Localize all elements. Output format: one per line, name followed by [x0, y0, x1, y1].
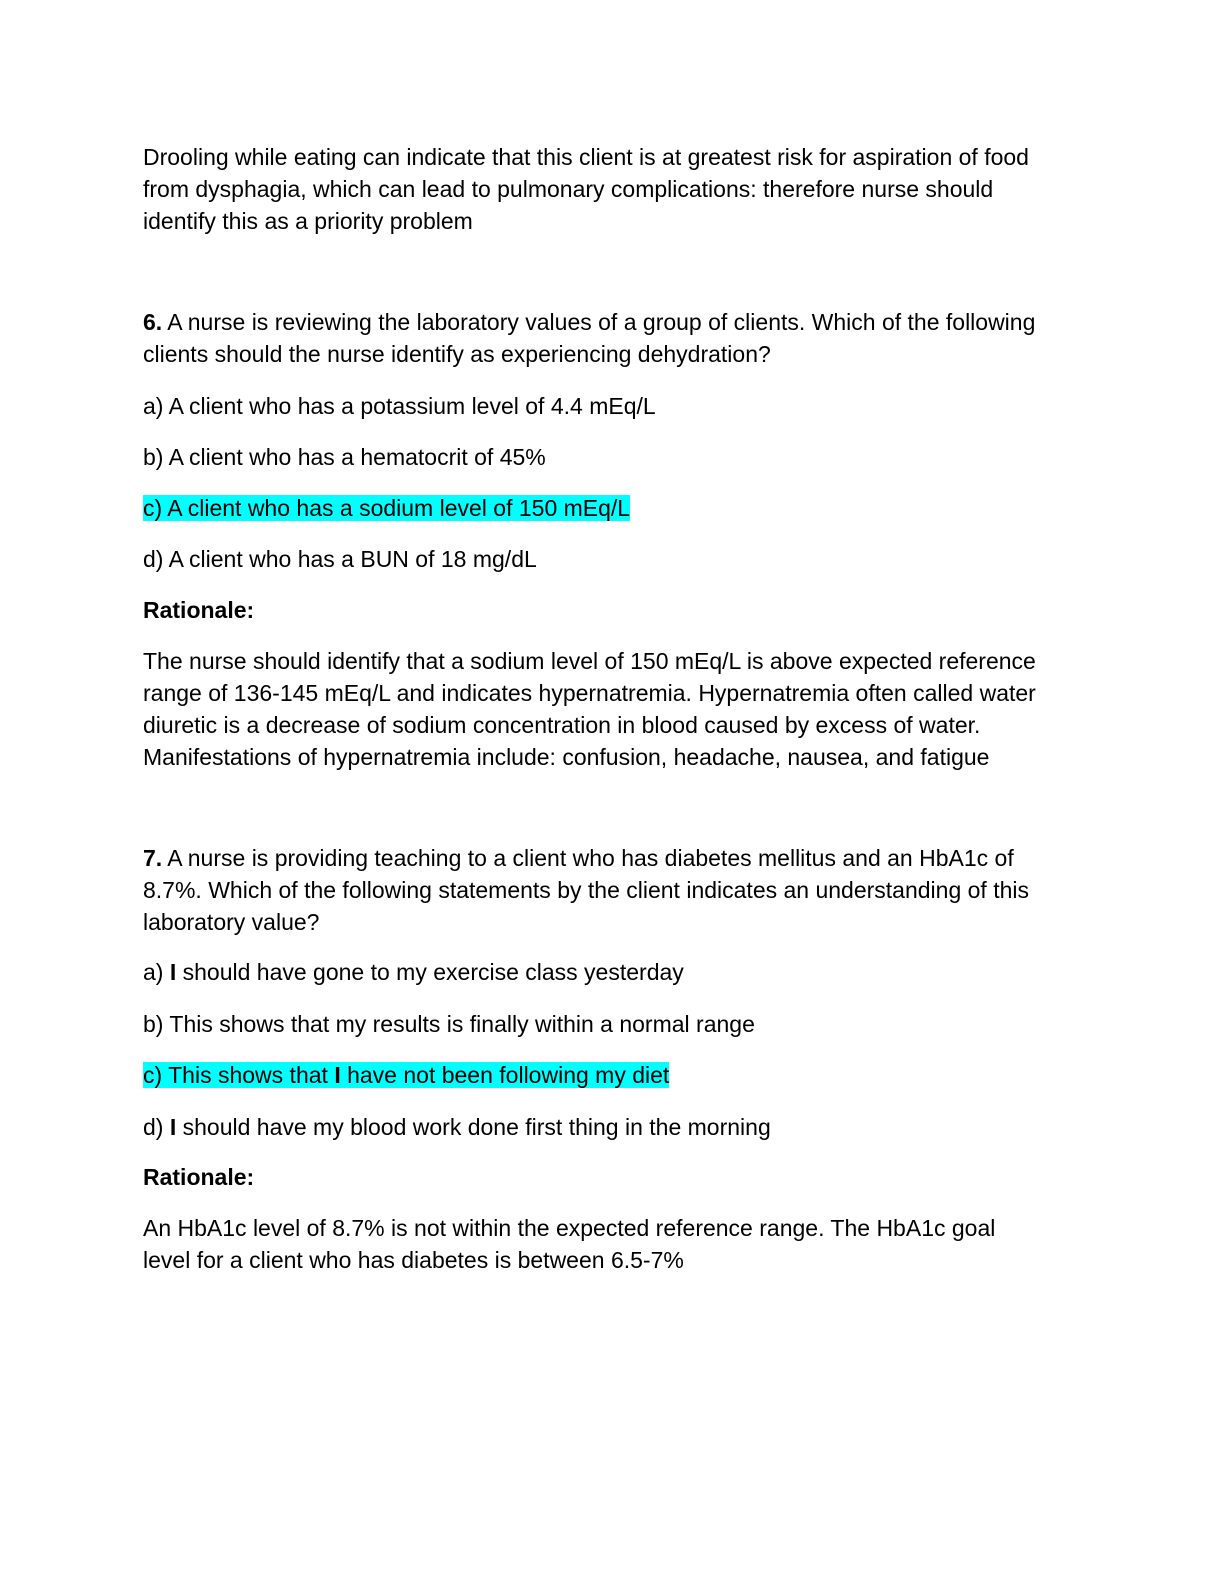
rationale-line: Manifestations of hypernatremia include: confusion, headache, nausea, and fatigue — [143, 744, 990, 770]
rationale-line: range of 136-145 mEq/L and indicates hypernatremia. Hypernatremia often called water — [143, 680, 1036, 706]
question-7-stem-line: laboratory value? — [143, 909, 320, 935]
question-7-option-b: b) This shows that my results is finally within a normal range — [143, 1011, 755, 1037]
question-7-number: 7. — [143, 845, 163, 871]
question-7-rationale — [143, 1212, 1078, 1276]
question-7-stem — [143, 842, 1078, 938]
question-7-stem-line: 8.7%. Which of the following statements by the client indicates an understanding of this — [143, 877, 1030, 903]
question-7-option-d: d) I should have my blood work done first thing in the morning — [143, 1114, 771, 1140]
question-7-rationale-heading: Rationale: — [143, 1164, 255, 1190]
question-6-number: 6. — [143, 309, 163, 335]
rationale-line: diuretic is a decrease of sodium concentration in blood caused by excess of water. — [143, 712, 981, 738]
question-6-stem-line: clients should the nurse identify as experiencing dehydration? — [143, 341, 771, 367]
question-6-stem — [143, 306, 1078, 370]
intro-line: Drooling while eating can indicate that this client is at greatest risk for aspiration of food — [143, 144, 1029, 170]
rationale-line: The nurse should identify that a sodium level of 150 mEq/L is above expected reference — [143, 648, 1036, 674]
answer-highlight: c) This shows that I have not been following my diet — [143, 1062, 670, 1088]
question-6-rationale — [143, 645, 1078, 773]
intro-line: identify this as a priority problem — [143, 208, 473, 234]
question-6-option-a: a) A client who has a potassium level of 4.4 mEq/L — [143, 393, 656, 419]
answer-highlight: c) A client who has a sodium level of 150 mEq/L — [143, 495, 631, 521]
rationale-line: An HbA1c level of 8.7% is not within the expected reference range. The HbA1c goal — [143, 1215, 996, 1241]
question-6-option-c-correct — [143, 492, 1078, 524]
intro-paragraph — [143, 141, 1078, 237]
question-6-rationale-heading: Rationale: — [143, 597, 255, 623]
question-6-option-d: d) A client who has a BUN of 18 mg/dL — [143, 546, 537, 572]
question-6-option-b: b) A client who has a hematocrit of 45% — [143, 444, 546, 470]
intro-line: from dysphagia, which can lead to pulmonary complications: therefore nurse should — [143, 176, 994, 202]
question-7-option-a: a) I should have gone to my exercise class yesterday — [143, 959, 684, 985]
question-7-option-c-correct — [143, 1059, 1078, 1091]
question-6-stem-line: 6. A nurse is reviewing the laboratory values of a group of clients. Which of the following — [143, 309, 1036, 335]
rationale-line: level for a client who has diabetes is between 6.5-7% — [143, 1247, 684, 1273]
question-7-stem-line: 7. A nurse is providing teaching to a client who has diabetes mellitus and an HbA1c of — [143, 845, 1014, 871]
